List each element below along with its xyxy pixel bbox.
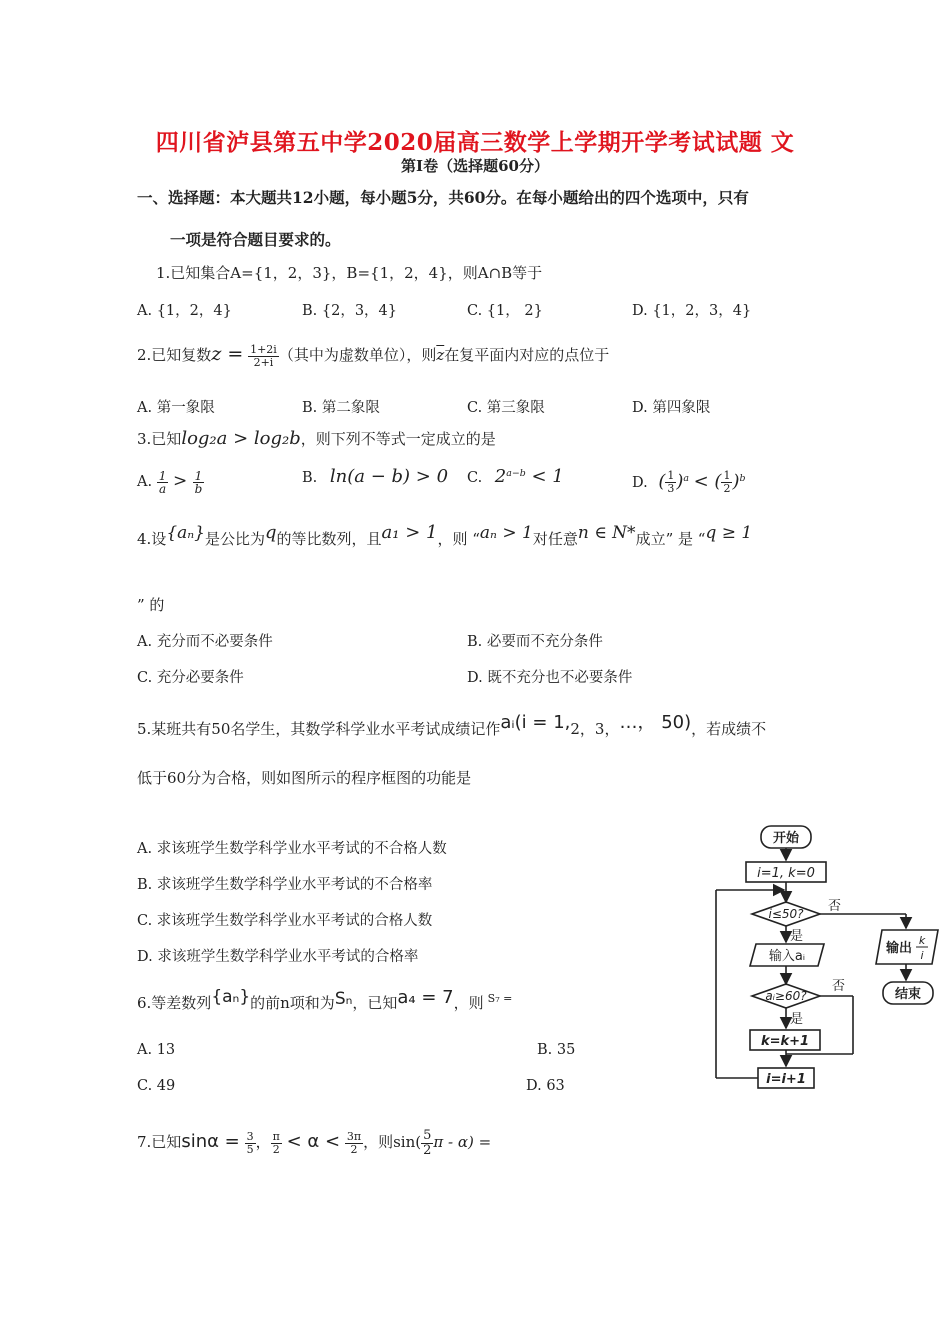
flow-init-label: i=1, k=0 [757, 866, 815, 881]
flow-start-label: 开始 [772, 831, 800, 846]
q3-option-c [467, 466, 564, 487]
flow-yes1-label: 是 [790, 929, 804, 944]
q2-fraction [248, 344, 279, 369]
q6-t3: ，则 [453, 994, 484, 1012]
q6-option-a: A. 13 [137, 1042, 176, 1058]
q4-option-a: A. 充分而不必要条件 [137, 634, 273, 650]
q6-s7: S₇ = [487, 992, 513, 1005]
q6-t1: 的前n项和为 [250, 994, 335, 1012]
q2-zbar: $\overline{z}$ [436, 346, 445, 364]
q4-q: q [265, 522, 277, 543]
q3-option-d: D. ( $\frac{1}{3}$ )$^a$ < ( $\frac{1}{2}$ )$^b$ [632, 469, 746, 496]
q4-seq: {aₙ} [166, 523, 205, 543]
q3-b-expr: ln(a − b) > 0 [329, 466, 449, 487]
flow-no1-label: 否 [828, 899, 842, 914]
q1-option-c: C. {1， 2} [467, 303, 543, 319]
q2-option-c: C. 第三象限 [467, 400, 545, 416]
q2-denominator: 2+i [253, 355, 274, 369]
program-flowchart [708, 818, 944, 1098]
q4-t2: 的等比数列，且 [276, 530, 382, 548]
q6-sn: Sₙ [334, 989, 353, 1009]
q7-range: < α < [286, 1131, 341, 1152]
q4-line2: ” 的 [137, 596, 165, 614]
q2-stem [137, 332, 609, 377]
q3-option-a [137, 463, 204, 500]
q5-tail: …， 50) [619, 712, 692, 733]
q3-prefix: 3.已知 [137, 430, 182, 448]
q5-prefix: 5.某班共有50名学生，其数学科学业水平考试成绩记作 [137, 720, 501, 738]
q4-t1: 是公比为 [204, 530, 265, 548]
flow-input-label: 输入aᵢ [768, 949, 806, 964]
q4-t3: ，则 “ [437, 530, 480, 548]
q5-line2: 低于60分为合格，则如图所示的程序框图的功能是 [137, 769, 472, 787]
q2-z-eq: z = [211, 343, 244, 365]
q6-prefix: 6.等差数列 [137, 994, 212, 1012]
q2-option-b: B. 第二象限 [302, 400, 380, 416]
q4-qge: q ≥ 1 [705, 523, 753, 543]
q4-option-b: B. 必要而不充分条件 [467, 634, 603, 650]
q7-sin2: sin( [393, 1133, 422, 1151]
q3-condition: log₂a > log₂b [181, 428, 301, 449]
q4-t4: 对任意 [532, 530, 578, 548]
q3-option-b-label: B. [302, 470, 318, 486]
q2-option-a: A. 第一象限 [137, 400, 215, 416]
q6-t2: ，已知 [352, 994, 398, 1012]
q1-option-a: A. {1，2，4} [137, 303, 232, 319]
q3-option-d-label: D. [632, 474, 648, 491]
q1-option-b: B. {2，3，4} [302, 303, 398, 319]
q4-option-c: C. 充分必要条件 [137, 670, 244, 686]
q7-frac4: $\frac{5}{2}$ [423, 1127, 432, 1158]
q2-suffix: 在复平面内对应的点位于 [444, 346, 610, 364]
flow-inc-i-label: i=i+1 [766, 1072, 806, 1087]
q4-an: aₙ > 1 [479, 523, 533, 543]
q5-suffix: ，若成绩不 [691, 720, 767, 738]
q3-c-tail: < 1 [525, 466, 564, 487]
q2-numerator: 1+2i [250, 342, 277, 356]
section-heading-line2: 一项是符合题目要求的。 [170, 230, 341, 249]
q6-option-d: D. 63 [526, 1078, 565, 1094]
q5-option-a: A. 求该班学生数学科学业水平考试的不合格人数 [137, 841, 447, 857]
q7-tail: π - α) = [433, 1133, 492, 1151]
q7-stem: 7.已知sinα = $\frac{3}{5}$ ， $\frac{\pi}{2}$ < α < $\frac{3\pi}{2}$ ，则sin( $\frac{5}{2}$ π - α) = [137, 1127, 492, 1158]
q5-option-d: D. 求该班学生数学科学业水平考试的合格率 [137, 949, 419, 965]
q6-a4: a₄ = 7 [397, 987, 454, 1008]
q3-suffix: ，则下列不等式一定成立的是 [300, 430, 496, 448]
q4-t5: 成立” 是 “ [635, 530, 706, 548]
q7-prefix: 7.已知 [137, 1133, 182, 1151]
q5-stem [137, 714, 766, 740]
flow-output-denominator: i [920, 949, 924, 962]
q3-option-b [302, 466, 448, 487]
q7-frac1: $\frac{3}{5}$ [246, 1129, 254, 1156]
flow-output-label: 输出 [886, 941, 913, 956]
q1-stem: 1.已知集合A={1，2，3}，B={1，2，4}，则A∩B等于 [156, 264, 543, 282]
q4-prefix: 4.设 [137, 530, 167, 548]
flow-no2-label: 否 [832, 979, 846, 994]
q3-option-a-label: A. [137, 474, 153, 490]
flow-yes2-label: 是 [790, 1012, 804, 1027]
flow-inc-k-label: k=k+1 [760, 1034, 810, 1049]
q3-c-exp: a−b [506, 468, 526, 480]
flow-cond1-label: i≤50? [768, 907, 804, 921]
q6-option-c: C. 49 [137, 1078, 176, 1094]
q5-option-c: C. 求该班学生数学科学业水平考试的合格人数 [137, 913, 433, 929]
q4-stem [137, 522, 753, 549]
flow-cond2-label: aᵢ≥60? [765, 989, 807, 1003]
q7-frac2: $\frac{\pi}{2}$ [272, 1129, 280, 1156]
q3-a-frac2: $\frac{1}{b}$ [194, 468, 203, 496]
q1-option-d: D. {1，2，3，4} [632, 303, 752, 319]
document-title: 四川省泸县第五中学2020届高三数学上学期开学考试试题 文 [155, 129, 795, 156]
q3-option-c-label: C. [467, 470, 483, 486]
q6-option-b: B. 35 [537, 1042, 576, 1058]
q4-a1: a₁ > 1 [381, 522, 438, 543]
q6-seq: {aₙ} [211, 987, 251, 1007]
section-heading-line1: 一、选择题：本大题共12小题，每小题5分，共60分。在每小题给出的四个选项中，只有 [137, 188, 749, 207]
q4-option-d: D. 既不充分也不必要条件 [467, 670, 633, 686]
q2-prefix: 2.已知复数 [137, 346, 212, 364]
q4-nset: n ∈ N* [577, 523, 636, 543]
section-subtitle: 第Ⅰ卷（选择题60分） [401, 157, 549, 175]
q3-a-frac1: $\frac{1}{a}$ [158, 468, 167, 496]
q3-a-gt: > [172, 471, 193, 491]
q2-option-d: D. 第四象限 [632, 400, 711, 416]
q3-stem [137, 428, 496, 449]
q2-mid: （其中为虚数单位），则 [278, 346, 437, 364]
flow-output-numerator: k [918, 934, 926, 947]
q6-stem [137, 987, 513, 1013]
q3-c-base: 2 [494, 466, 507, 487]
q7-sin: sinα = [181, 1131, 240, 1152]
q5-mid: 2，3， [570, 720, 620, 738]
flow-end-label: 结束 [894, 987, 922, 1002]
q5-option-b: B. 求该班学生数学科学业水平考试的不合格率 [137, 877, 433, 893]
q5-ai: aᵢ(i = 1, [500, 712, 571, 733]
q7-frac3: $\frac{3\pi}{2}$ [346, 1129, 362, 1156]
